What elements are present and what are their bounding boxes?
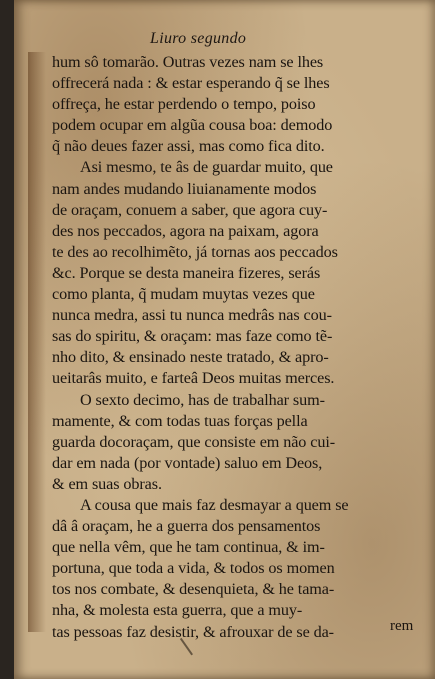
text-line: nha, & molesta esta guerra, que a muy- [52,601,303,620]
text-line: &c. Porque se desta maneira fizeres, serás [52,263,321,282]
text-line: te des ao recolhimẽto, já tornas aos peccados [52,242,338,261]
catchword: rem [390,618,414,634]
text-line: mamente, & com todas tuas forças pella [52,411,308,430]
text-line: nho dito, & ensinado neste tratado, & apro- [52,348,329,367]
text-line: & em suas obras. [52,474,162,493]
text-line: ueitarâs muito, e farteâ Deos muitas merces. [52,369,335,388]
text-line: offreça, he estar perdendo o tempo, poiso [52,95,316,114]
text-line: A cousa que mais faz desmayar a quem se [80,495,349,514]
text-line: tas pessoas faz desistir, & afrouxar de se da- [52,622,334,641]
text-line: como planta, q̃ mudam muytas vezes que [52,285,315,304]
text-line: que nella vêm, que he tam continua, & im- [52,538,325,557]
text-line: dâ â oraçam, he a guerra dos pensamentos [52,517,321,536]
text-line: O sexto decimo, has de trabalhar sum- [80,390,325,409]
body-text [52,52,407,643]
running-title: Liuro segundo [150,30,247,47]
text-line: podem ocupar em algũa cousa boa: demodo [52,116,333,135]
text-line: dar em nada (por vontade) saluo em Deos, [52,453,323,472]
text-line: hum sô tomarão. Outras vezes nam se lhes [52,53,324,71]
text-line: nunca medra, assi tu nunca medrâs nas cou- [52,306,332,325]
text-line: offrecerá nada : & estar esperando q̃ se lhes [52,74,330,93]
text-line: de oraçam, conuem a saber, que agora cuy- [52,200,328,219]
text-line: tos nos combate, & desenquieta, & he tama- [52,580,335,599]
text-line: Asi mesmo, te âs de guardar muito, que [80,158,333,177]
text-line: q̃ não deues fazer assi, mas como fica dito. [52,137,325,156]
text-line: nam andes mudando liuianamente modos [52,179,317,198]
text-line: portuna, que toda a vida, & todos os momen [52,559,335,578]
text-line: guarda docoraçam, que consiste em não cui- [52,432,336,451]
text-line: sas do spiritu, & oraçam: mas faze como tẽ- [52,327,333,346]
text-line: des nos peccados, agora na paixam, agora [52,221,319,240]
gutter-stain [28,52,46,632]
